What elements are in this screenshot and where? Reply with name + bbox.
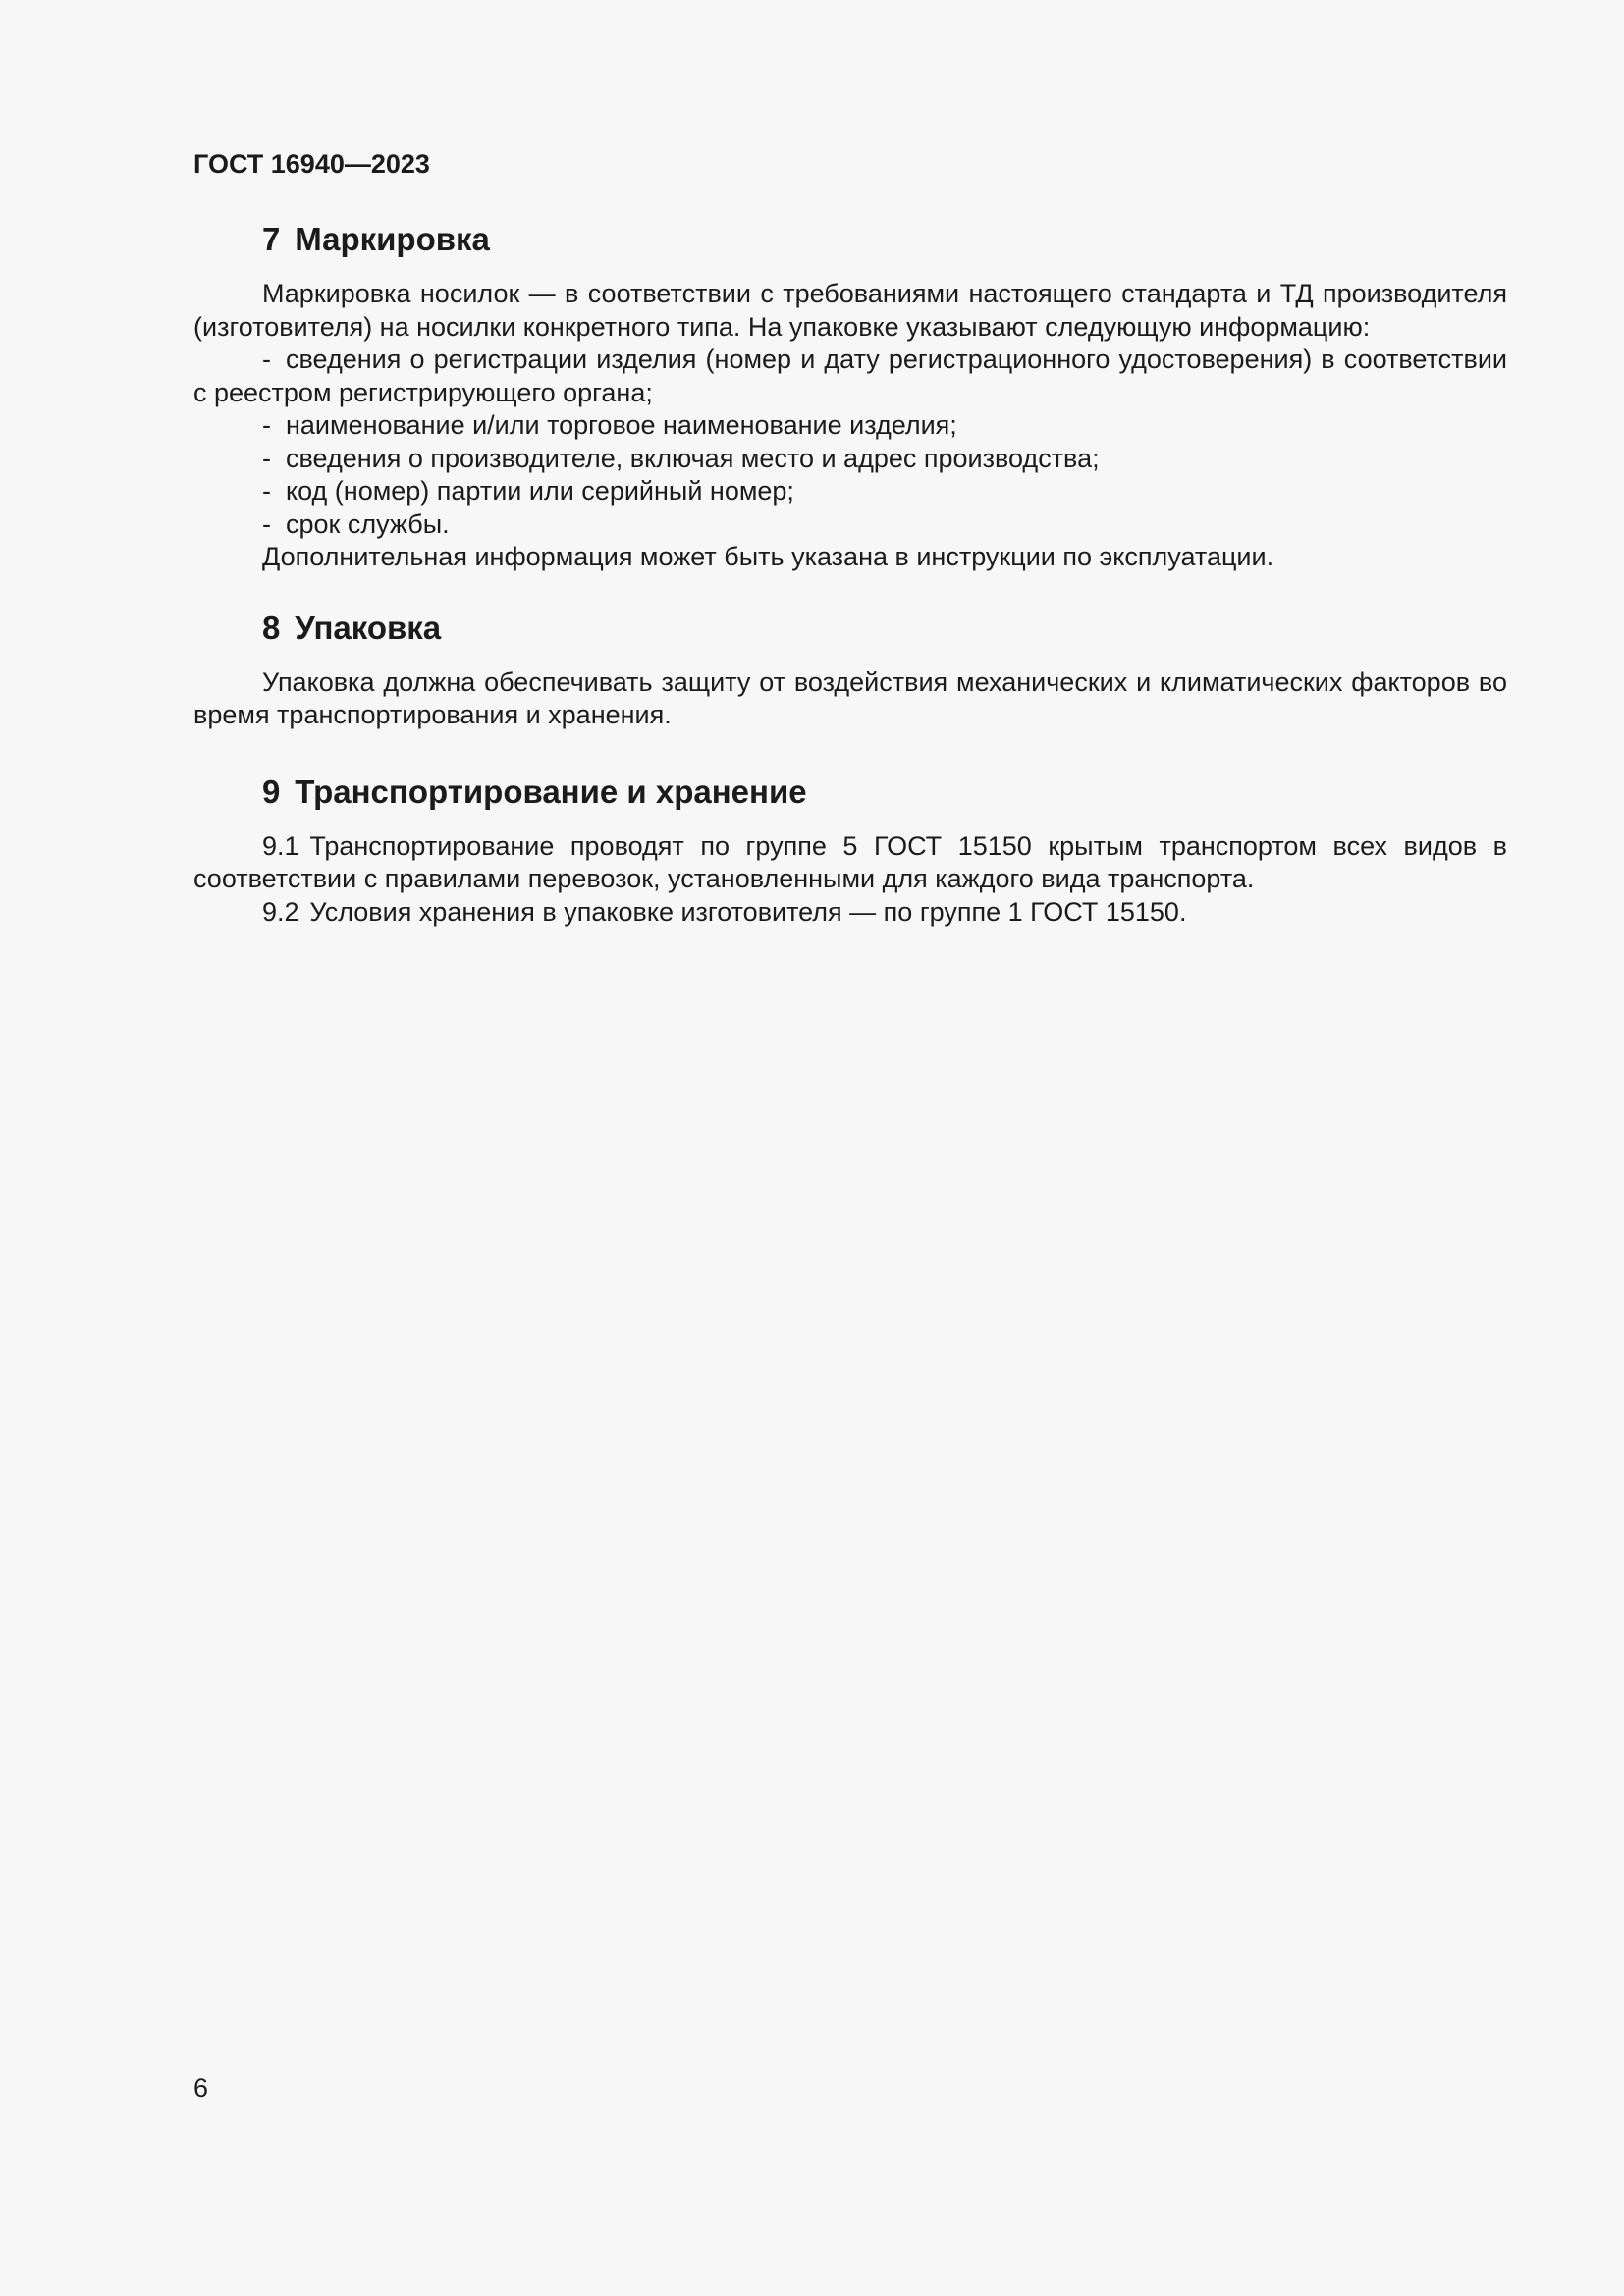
subsection-paragraph <box>193 896 1507 930</box>
list-marker: - <box>262 410 271 440</box>
subsection-number: 9.2 <box>262 896 299 927</box>
section-title-text: Упаковка <box>295 609 442 646</box>
list-item-text: сведения о производителе, включая место и адрес производства; <box>286 443 1100 473</box>
packaging-paragraph: Упаковка должна обеспечивать защиту от воздействия механических и климатических факторов во время транспортирования и хранения. <box>193 667 1507 729</box>
list-item-text: срок службы. <box>286 508 450 539</box>
section-number: 8 <box>262 609 281 646</box>
subsection-number: 9.1 <box>262 830 299 861</box>
list-item <box>193 475 1507 508</box>
list-item <box>193 409 1507 443</box>
list-item <box>193 443 1507 476</box>
list-marker: - <box>262 508 271 539</box>
section-number: 9 <box>262 773 281 810</box>
list-item <box>193 344 1507 409</box>
list-item-text: код (номер) партии или серийный номер; <box>286 476 794 506</box>
list-item-text: сведения о регистрации изделия (номер и дату регистрационного удостоверения) в соответствии с реестром регистрирующего органа; <box>193 345 1507 407</box>
subsection-text: Транспортирование проводят по группе 5 ГОСТ 15150 крытым транспортом всех видов в соответствии с правилами перевозок, установленными для каждого вида транспорта. <box>193 830 1507 893</box>
marking-intro-paragraph: Маркировка носилок — в соответствии с требованиями настоящего стандарта и ТД производителя (изготовителя) на носилки конкретного типа. На упаковке указывают следующую информацию: <box>193 279 1507 342</box>
section-title-marking <box>193 219 1507 260</box>
list-item-text: наименование и/или торговое наименование изделия; <box>286 410 957 440</box>
section-title-transport-storage <box>193 772 1507 813</box>
subsection-paragraph <box>193 830 1507 896</box>
section-title-packaging <box>193 608 1507 649</box>
list-marker: - <box>262 345 271 374</box>
section-title-text: Маркировка <box>295 221 490 257</box>
section-title-text: Транспортирование и хранение <box>295 773 807 810</box>
subsection-text: Условия хранения в упаковке изготовителя — по группе 1 ГОСТ 15150. <box>309 896 1187 927</box>
document-header: ГОСТ 16940—2023 <box>193 149 430 179</box>
list-marker: - <box>262 476 271 506</box>
page-number: 6 <box>193 2073 209 2103</box>
list-marker: - <box>262 443 271 473</box>
section-number: 7 <box>262 221 281 257</box>
marking-outro-paragraph: Дополнительная информация может быть указана в инструкции по эксплуатации. <box>262 542 1274 571</box>
list-item <box>193 508 1507 542</box>
document-body <box>193 219 1507 929</box>
